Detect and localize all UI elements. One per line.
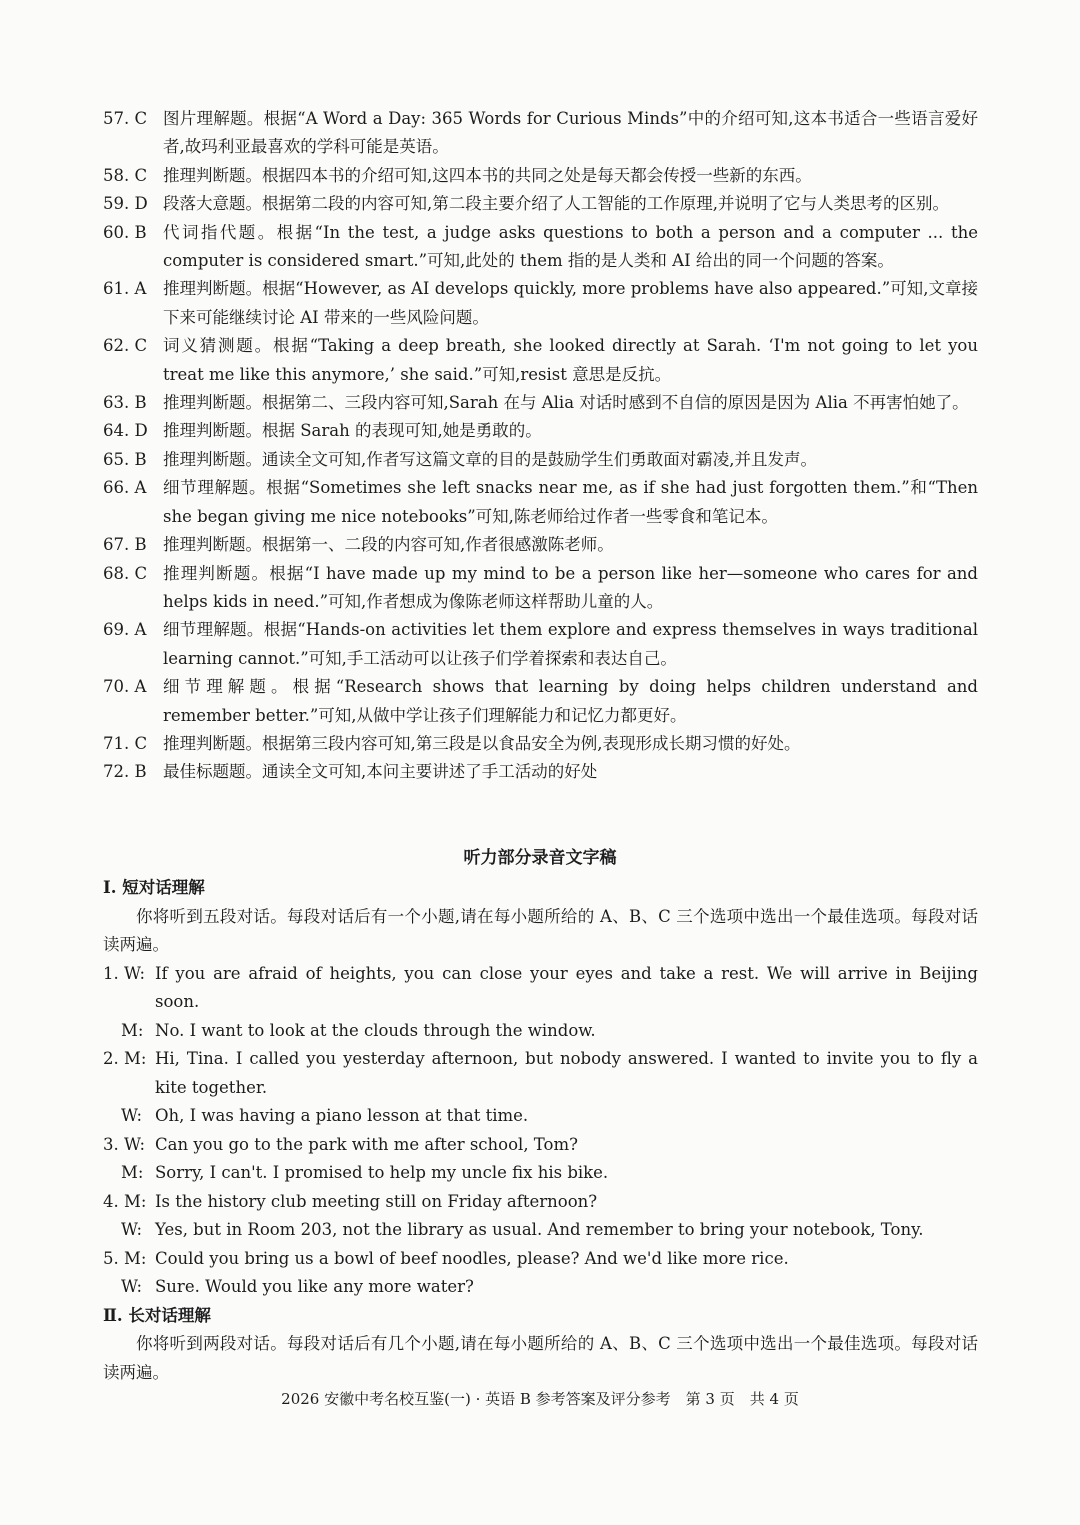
- speaker: M:: [121, 1020, 144, 1040]
- answer-item: [103, 616, 978, 673]
- dialogue-line: [103, 1017, 978, 1046]
- utterance: If you are afraid of heights, you can close your eyes and take a rest. We will arrive in Beijing soon.: [155, 963, 978, 1011]
- section1-dialogues: [103, 960, 978, 1302]
- answer-item: [103, 389, 978, 417]
- answer-item: [103, 560, 978, 617]
- answer-number: 61. A: [103, 279, 147, 299]
- answer-number: 66. A: [103, 478, 147, 498]
- answer-item: [103, 219, 978, 276]
- speaker: W:: [121, 1220, 143, 1239]
- answer-item: [103, 531, 978, 559]
- answer-explanation: 细节理解题。根据“Research shows that learning by doing helps children understand and remember better.”可知,从做中学让孩子们理解能力和记忆力都更好。: [163, 677, 978, 725]
- answer-explanation: 代词指代题。根据“In the test, a judge asks questions to both a person and a computer ... the computer is considered smart.”可知,此处的 them 指的是人类和 AI 给出的同一个问题的答案。: [163, 222, 978, 271]
- speaker: W:: [121, 1106, 143, 1125]
- utterance: Could you bring us a bowl of beef noodles, please? And we'd like more rice.: [155, 1248, 789, 1268]
- answer-item: [103, 446, 978, 474]
- answer-number: 69. A: [103, 620, 147, 640]
- answer-explanation: 推理判断题。根据“However, as AI develops quickly, more problems have also appeared.”可知,文章接下来可能继续讨论 AI 带来的一些风险问题。: [163, 279, 978, 327]
- answer-explanation: 推理判断题。通读全文可知,作者写这篇文章的目的是鼓励学生们勇敢面对霸凌,并且发声。: [163, 449, 817, 469]
- answer-item: [103, 758, 978, 786]
- page-footer: 2026 安徽中考名校互鉴(一) · 英语 B 参考答案及评分参考 第 3 页 共 4 页: [281, 1390, 799, 1408]
- answer-explanation: 推理判断题。根据 Sarah 的表现可知,她是勇敢的。: [163, 421, 542, 441]
- answer-explanation: 图片理解题。根据“A Word a Day: 365 Words for Curious Minds”中的介绍可知,这本书适合一些语言爱好者,故玛利亚最喜欢的学科可能是英语。: [163, 109, 978, 157]
- dialogue-line: [103, 1216, 978, 1245]
- utterance: Yes, but in Room 203, not the library as usual. And remember to bring your notebook, Tony.: [155, 1220, 924, 1239]
- answer-number: 71. C: [103, 733, 148, 753]
- answer-item: [103, 105, 978, 162]
- speaker: 4. M:: [103, 1191, 147, 1211]
- utterance: Can you go to the park with me after school, Tom?: [155, 1134, 578, 1154]
- answer-item: [103, 673, 978, 730]
- answer-explanation: 推理判断题。根据四本书的介绍可知,这四本书的共同之处是每天都会传授一些新的东西。: [163, 165, 812, 185]
- answer-number: 70. A: [103, 677, 147, 697]
- answer-list: [103, 105, 978, 787]
- answer-number: 63. B: [103, 393, 147, 413]
- speaker: M:: [121, 1163, 144, 1182]
- answer-number: 62. C: [103, 336, 148, 356]
- utterance: Sorry, I can't. I promised to help my uncle fix his bike.: [155, 1163, 609, 1182]
- speaker: 5. M:: [103, 1248, 147, 1268]
- dialogue-line: [103, 1045, 978, 1102]
- dialogue-line: [103, 1102, 978, 1131]
- section2-intro: 你将听到两段对话。每段对话后有几个小题,请在每小题所给的 A、B、C 三个选项中选出一个最佳选项。每段对话读两遍。: [103, 1334, 978, 1382]
- answer-explanation: 段落大意题。根据第二段的内容可知,第二段主要介绍了人工智能的工作原理,并说明了它与人类思考的区别。: [163, 194, 949, 214]
- answer-explanation: 推理判断题。根据第二、三段内容可知,Sarah 在与 Alia 对话时感到不自信的原因是因为 Alia 不再害怕她了。: [163, 393, 969, 413]
- answer-number: 64. D: [103, 421, 148, 441]
- answer-item: [103, 162, 978, 190]
- answer-number: 60. B: [103, 222, 147, 242]
- dialogue-line: [103, 1273, 978, 1302]
- answer-number: 59. D: [103, 194, 148, 214]
- section1-heading: Ⅰ. 短对话理解: [103, 878, 205, 897]
- dialogue-line: [103, 1188, 978, 1217]
- dialogue-line: [103, 1245, 978, 1274]
- speaker: 3. W:: [103, 1134, 146, 1154]
- speaker: W:: [121, 1277, 143, 1296]
- answer-item: [103, 417, 978, 445]
- utterance: Oh, I was having a piano lesson at that time.: [155, 1106, 529, 1125]
- dialogue-line: [103, 1131, 978, 1160]
- listening-sections: [103, 874, 978, 1387]
- answer-explanation: 最佳标题题。通读全文可知,本问主要讲述了手工活动的好处: [163, 762, 598, 782]
- speaker: 2. M:: [103, 1049, 147, 1068]
- answer-number: 68. C: [103, 563, 148, 583]
- answer-number: 58. C: [103, 165, 148, 185]
- section1-intro: 你将听到五段对话。每段对话后有一个小题,请在每小题所给的 A、B、C 三个选项中选出一个最佳选项。每段对话读两遍。: [103, 906, 978, 954]
- answer-explanation: 细节理解题。根据“Hands-on activities let them explore and express themselves in ways traditional learning cannot.”可知,手工活动可以让孩子们学着探索和表达自己。: [163, 620, 978, 668]
- utterance: Hi, Tina. I called you yesterday afternoon, but nobody answered. I wanted to invite you to fly a kite together.: [155, 1049, 978, 1097]
- answer-number: 57. C: [103, 109, 148, 128]
- answer-number: 67. B: [103, 535, 147, 555]
- answer-explanation: 推理判断题。根据第一、二段的内容可知,作者很感激陈老师。: [163, 535, 614, 555]
- answer-explanation: 推理判断题。根据第三段内容可知,第三段是以食品安全为例,表现形成长期习惯的好处。: [163, 733, 801, 753]
- answer-explanation: 细节理解题。根据“Sometimes she left snacks near me, as if she had just forgotten them.”和“Then she began giving me nice notebooks”可知,陈老师给过作者一些零食和笔记本。: [163, 478, 978, 526]
- utterance: Sure. Would you like any more water?: [155, 1277, 474, 1296]
- answer-item: [103, 275, 978, 332]
- speaker: 1. W:: [103, 963, 146, 983]
- answer-explanation: 词义猜测题。根据“Taking a deep breath, she looked directly at Sarah. ‘I'm not going to let you treat me like this anymore,’ she said.”可知,resist 意思是反抗。: [163, 336, 978, 384]
- answer-item: [103, 474, 978, 531]
- answer-number: 72. B: [103, 762, 147, 782]
- answer-item: [103, 332, 978, 389]
- dialogue-line: [103, 960, 978, 1017]
- listening-transcript-title: 听力部分录音文字稿: [463, 848, 617, 868]
- answer-item: [103, 190, 978, 218]
- answer-number: 65. B: [103, 449, 147, 469]
- answer-item: [103, 730, 978, 758]
- section2-heading: Ⅱ. 长对话理解: [103, 1305, 211, 1325]
- dialogue-line: [103, 1159, 978, 1188]
- answer-explanation: 推理判断题。根据“I have made up my mind to be a person like her—someone who cares for and helps kids in need.”可知,作者想成为像陈老师这样帮助儿童的人。: [163, 563, 978, 611]
- utterance: Is the history club meeting still on Friday afternoon?: [155, 1191, 598, 1211]
- utterance: No. I want to look at the clouds through the window.: [155, 1020, 596, 1040]
